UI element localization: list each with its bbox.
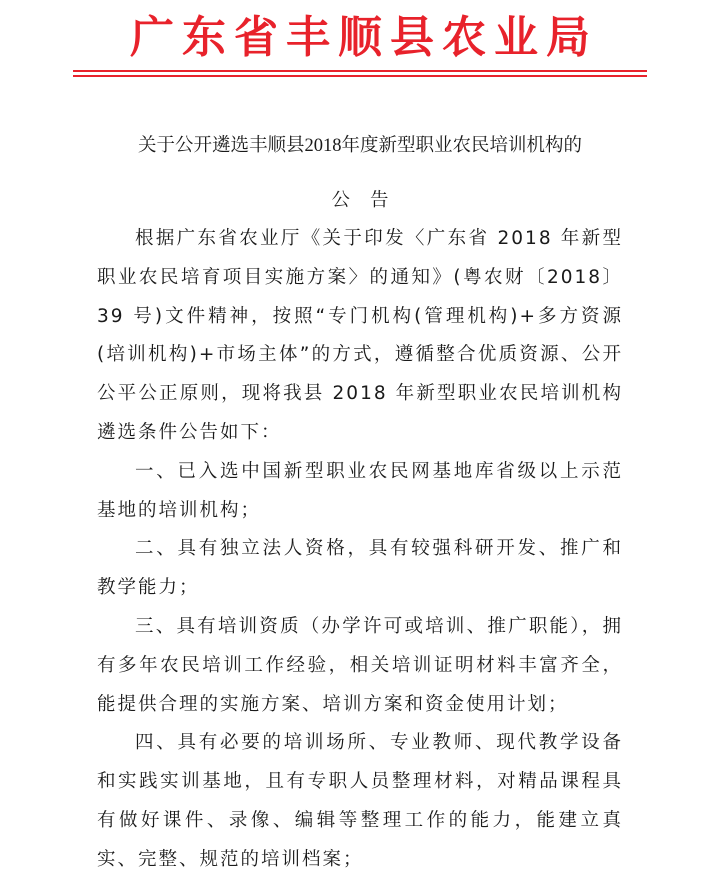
paragraph-condition-2: 二、具有独立法人资格，具有较强科研开发、推广和教学能力； [97,538,623,599]
letterhead [0,6,720,70]
letterhead-rule-top [73,70,647,72]
paragraph-intro: 根据广东省农业厅《关于印发〈广东省 2018 年新型职业农民培育项目实施方案〉的通知》(粤农财〔2018〕39 号)文件精神，按照“专门机构(管理机构)+多方资源(培训机构)+市场主体”的方式，遵循整合优质资源、公开公平公正原则，现将我县 2018 年新型职业农民培训机构遴选条件公告如下： [97,228,623,443]
paragraph-condition-1: 一、已入选中国新型职业农民网基地库省级以上示范基地的培训机构； [97,460,623,521]
notice-body [97,220,623,880]
notice-title: 关于公开遴选丰顺县2018年度新型职业农民培训机构的 [137,136,582,156]
notice-subtitle: 公告 [331,190,409,211]
organization-name: 广东省丰顺县农业局 [130,12,598,63]
letterhead-rule-bottom [73,75,647,77]
paragraph-condition-4: 四、具有必要的培训场所、专业教师、现代教学设备和实践实训基地，且有专职人员整理材料，对精品课程具有做好课件、录像、编辑等整理工作的能力，能建立真实、完整、规范的培训档案； [97,732,623,870]
paragraph-condition-3: 三、具有培训资质（办学许可或培训、推广职能），拥有多年农民培训工作经验，相关培训证明材料丰富齐全，能提供合理的实施方案、培训方案和资金使用计划； [97,615,623,715]
